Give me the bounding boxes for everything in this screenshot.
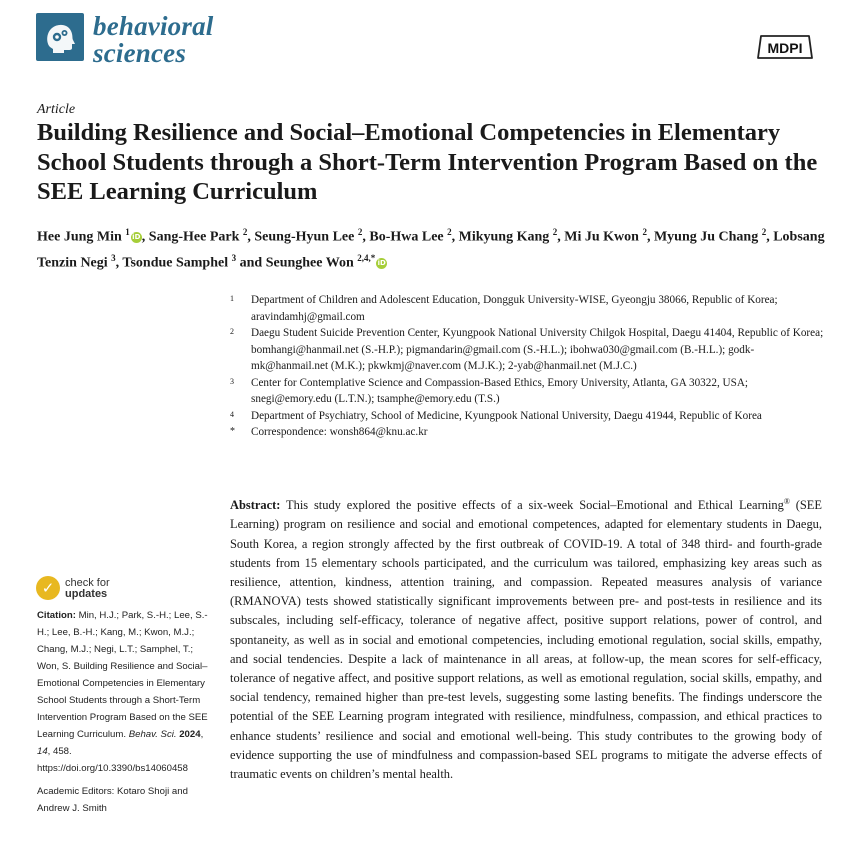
article-title: Building Resilience and Social–Emotional Competencies in Elementary School Students through a Short-Term Intervention Program Based on the SEE Learning Curriculum: [37, 119, 818, 205]
citation-pages: , 458.: [47, 746, 72, 757]
author-name[interactable]: Mikyung Kang: [458, 229, 550, 245]
citation-year: 2024: [179, 729, 201, 740]
author-affiliation-mark: 2: [242, 227, 248, 237]
orcid-icon[interactable]: iD: [132, 232, 141, 241]
author-affiliation-mark: 3: [231, 253, 237, 264]
journal-name[interactable]: [93, 13, 214, 67]
doi-link[interactable]: https://doi.org/10.3390/bs14060458: [37, 763, 188, 774]
author-affiliation-mark: 3: [111, 253, 116, 264]
sidebar: [37, 607, 217, 817]
author-separator: ,: [451, 229, 459, 245]
affiliation-number: 1: [230, 294, 234, 303]
author-separator: and: [236, 255, 266, 271]
check-updates-line2: updates: [65, 588, 108, 600]
check-icon: ✓: [36, 576, 60, 600]
author-name[interactable]: Seung-Hyun Lee: [254, 229, 355, 245]
abstract-text-pre: This study explored the positive effects of a six-week Social–Emotional and Ethical Learning: [280, 498, 784, 513]
author-name[interactable]: Myung Ju Chang: [653, 229, 759, 245]
author-separator: ,: [115, 255, 123, 271]
journal-line1: behavioral: [93, 11, 214, 41]
check-for-updates-badge[interactable]: [36, 576, 146, 606]
affiliation-text: Correspondence: wonsh864@knu.ac.kr: [251, 426, 428, 438]
author-affiliation-mark: 2: [642, 227, 647, 237]
author-affiliation-mark: 1: [125, 227, 130, 237]
abstract: [230, 492, 822, 784]
journal-logo[interactable]: [36, 13, 84, 61]
gear-head-icon: [36, 13, 84, 61]
affiliation-item: [230, 424, 830, 441]
author-name[interactable]: Mi Ju Kwon: [564, 229, 639, 245]
abstract-label: Abstract:: [230, 498, 281, 513]
author-name[interactable]: Hee Jung Min: [37, 229, 122, 245]
author-name[interactable]: Seunghee Won: [265, 255, 354, 271]
mdpi-logo[interactable]: [755, 33, 815, 61]
citation: Citation: Min, H.J.; Park, S.-H.; Lee, S.-H.; Lee, B.-H.; Kang, M.; Kwon, M.J.; Chang, M.J.; Negi, L.T.; Samphel, T.; Won, S. Building Resilience and Social–Emotional Competencies in Elementary School Students through a Short-Term Intervention Program Based on the SEE Learning Curriculum. Behav. Sci. 2024, 14, 458. https://doi.org/10.3390/bs14060458: [37, 610, 208, 774]
author-separator: ,: [247, 229, 255, 245]
affiliation-item: [230, 408, 830, 425]
orcid-icon[interactable]: iD: [377, 258, 386, 267]
registered-mark: ®: [783, 497, 790, 506]
citation-text: Min, H.J.; Park, S.-H.; Lee, S.-H.; Lee, B.-H.; Kang, M.; Kwon, M.J.; Chang, M.J.; Negi, L.T.; Samphel, T.; Won, S. Building Resilience and Social–Emotional Competencies in Elementary School Students through a Short-Term Intervention Program Based on the SEE Learning Curriculum.: [37, 610, 208, 740]
affiliation-number: 3: [230, 376, 234, 386]
author-separator: ,: [766, 229, 774, 245]
author-name[interactable]: Bo-Hwa Lee: [369, 229, 444, 245]
author-name[interactable]: Lobsang Tenzin Negi: [37, 229, 825, 271]
abstract-text: (SEE Learning) program on resilience and social and emotional competences, adapted for elementary students in Daegu, South Korea, a region strongly affected by the first outbreak of COVID-19. A total of 348 third- and fourth-grade students from 15 elementary schools participated, and the curriculum was tailored, emphasizing key areas such as resilience, attention, kindness, attention training, and compassion. Repeated measures analysis of variance (RMANOVA) tests showed statistically significant improvements between pre- and post-tests in resilience and its subscales, including self-efficacy, tolerance of negative affect, positive support relations, power of control, and spontaneity, as well as in social and emotional competencies, including emotional regulation, social skills, empathy, and social tendencies. Despite a lack of maintenance in all areas, at follow-up, the mean scores for self-efficacy, tolerance of negative affect, and positive support relations, as well as emotional regulation, social skills, empathy, and social tendency, remained higher than pre-test levels, suggesting some lasting benefits. The findings underscore the potential of the SEE Learning program integrated with resilience, mindfulness, compassion, and ethical practices to enhance students’ resilience and social and emotional well-being. This study contributes to the growing body of evidence supporting the use of mindfulness and compassion-based SEL programs to mitigate the adverse effects of traumatic events on children’s mental health.: [230, 498, 822, 781]
author-separator: ,: [362, 229, 370, 245]
author-separator: ,: [646, 229, 654, 245]
affiliation-number: 2: [230, 327, 234, 336]
citation-volume: 14: [37, 746, 48, 757]
publisher-label: MDPI: [767, 40, 803, 56]
affiliation-text: Center for Contemplative Science and Compassion-Based Ethics, Emory University, Atlanta, GA 30322, USA; snegi@emory.edu (L.T.N.); tsamphe@emory.edu (T.S.): [251, 376, 749, 405]
citation-label: Citation:: [37, 610, 76, 621]
academic-editors: Academic Editors: Kotaro Shoji and Andrew J. Smith: [37, 786, 188, 814]
citation-journal: Behav. Sci.: [128, 729, 177, 740]
affiliation-text: Department of Psychiatry, School of Medicine, Kyungpook National University, Daegu 41944, Republic of Korea: [251, 409, 762, 422]
affiliation-item: [230, 292, 830, 325]
affiliation-item: [230, 325, 830, 375]
affiliations: [230, 292, 830, 441]
author-affiliation-mark: 2: [357, 227, 363, 237]
author-affiliation-mark: 2,4,*: [357, 253, 376, 264]
check-updates-line1: check for: [65, 577, 110, 589]
author-separator: ,: [557, 229, 565, 245]
author-affiliation-mark: 2: [552, 227, 558, 237]
author-affiliation-mark: 2: [761, 227, 767, 237]
author-separator: ,: [141, 229, 149, 245]
affiliation-text: Daegu Student Suicide Prevention Center, Kyungpook National University Chilgok Hospital, Daegu 41404, Republic of Korea; bomhangi@hanmail.net (S.-H.P.); pigmandarin@gmail.com (S.-H.L.); ibohwa030@gmail.com (B.-H.L.); godk-mk@hanmail.net (M.K.); pkwkmj@naver.com (M.J.K.); 2-yab@hanmail.net (M.J.C.): [251, 327, 824, 372]
journal-line2: sciences: [93, 38, 187, 68]
author-name[interactable]: Tsondue Samphel: [122, 255, 229, 271]
affiliation-text: Department of Children and Adolescent Education, Dongguk University-WISE, Gyeongju 38066, Republic of Korea; aravindamhj@gmail.com: [251, 294, 778, 323]
author-affiliation-mark: 2: [447, 227, 452, 237]
author-list: [37, 222, 827, 274]
affiliation-number: 4: [230, 409, 234, 419]
author-name[interactable]: Sang-Hee Park: [148, 229, 240, 245]
affiliation-number: *: [230, 426, 235, 437]
article-type: Article: [37, 102, 76, 117]
affiliation-item: [230, 375, 830, 408]
